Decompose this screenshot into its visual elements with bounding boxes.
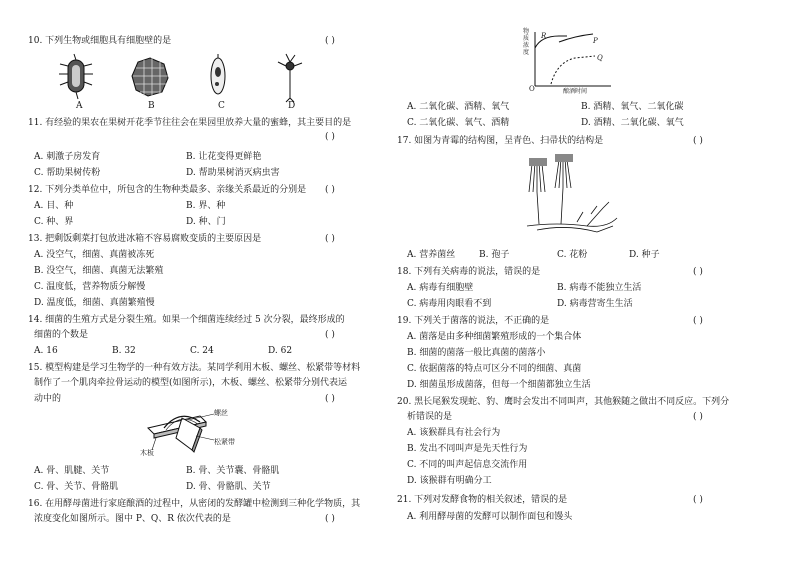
q11-option-d: D. 帮助果树消灭病虫害: [186, 168, 280, 178]
q13-option-d: D. 温度低，细菌、真菌繁殖慢: [34, 298, 155, 308]
neuron-figure: [278, 54, 302, 102]
q16-option-d: D. 酒精、二氧化碳、氧气: [581, 118, 684, 128]
q15-answer-paren: ( ): [325, 394, 335, 404]
q15-option-c: C. 骨、关节、骨骼肌: [34, 482, 119, 492]
q20-answer-paren: ( ): [693, 412, 703, 422]
q12-option-c: C. 种、界: [34, 217, 74, 227]
virus-figure: [132, 58, 168, 96]
q20-option-b: B. 发出不同叫声是先天性行为: [407, 444, 528, 454]
q19-option-b: B. 细菌的菌落一般比真菌的菌落小: [407, 348, 546, 358]
q11-answer-paren: ( ): [325, 132, 335, 142]
q13-stem: 13. 把剩饭剩菜打包放进冰箱不容易腐败变质的主要原因是: [28, 234, 262, 244]
q20-stem-line2: 析错误的是: [407, 412, 453, 422]
q21-option-a: A. 利用酵母菌的发酵可以制作面包和馒头: [407, 512, 573, 522]
q16-fig-series-r: R: [541, 32, 547, 40]
q14-option-a: A. 16: [34, 346, 58, 356]
q13-answer-paren: ( ): [325, 234, 335, 244]
q14-stem-line2: 细菌的个数是: [34, 330, 89, 340]
q14-option-b: B. 32: [112, 346, 136, 356]
q20-option-d: D. 该猴群有明确分工: [407, 476, 492, 486]
q13-option-a: A. 没空气，细菌、真菌被冻死: [34, 250, 155, 260]
q16-fig-series-p: P: [593, 37, 598, 45]
q20-option-a: A. 该猴群具有社会行为: [407, 428, 501, 438]
q15-muscle-model-figure: [140, 406, 250, 456]
q15-option-b: B. 骨、关节囊、骨骼肌: [186, 466, 280, 476]
q16-fig-origin: O: [529, 85, 535, 93]
q10-label-a: A: [76, 101, 83, 111]
q21-stem: 21. 下列对发酵食物的相关叙述，错误的是: [397, 495, 568, 505]
q17-option-a: A. 营养菌丝: [407, 250, 456, 260]
bacterium-figure: [59, 54, 93, 99]
q10-label-d: D: [288, 101, 296, 111]
q11-option-c: C. 帮助果树传粉: [34, 168, 101, 178]
q18-answer-paren: ( ): [693, 267, 703, 277]
q18-option-c: C. 病毒用肉眼看不到: [407, 299, 492, 309]
q14-option-c: C. 24: [190, 346, 214, 356]
q12-option-a: A. 目、种: [34, 201, 74, 211]
q16-fig-ylabel: 物质浓度: [523, 28, 530, 56]
q17-option-c: C. 花粉: [557, 250, 588, 260]
q15-label-screw: 螺丝: [214, 409, 228, 417]
q13-option-c: C. 温度低，营养物质分解慢: [34, 282, 146, 292]
q10-answer-paren: ( ): [325, 36, 335, 46]
q16-fig-xlabel: 酿酒时间: [563, 88, 588, 95]
q10-label-b: B: [148, 101, 155, 111]
q11-option-b: B. 让花变得更鲜艳: [186, 152, 262, 162]
q14-stem-line1: 14. 细菌的生殖方式是分裂生殖。如果一个细菌连续经过 5 次分裂，最终形成的: [28, 315, 345, 325]
q19-stem: 19. 下列关于菌落的说法，不正确的是: [397, 316, 550, 326]
q12-option-d: D. 种、门: [186, 217, 226, 227]
q15-option-d: D. 骨、骨骼肌、关节: [186, 482, 271, 492]
q19-option-c: C. 依据菌落的特点可区分不同的细菌、真菌: [407, 364, 582, 374]
q12-stem: 12. 下列分类单位中，所包含的生物种类最多、亲缘关系最近的分别是: [28, 185, 307, 195]
q15-stem-line2: 制作了一个肌肉牵拉骨运动的模型(如图所示)，木板、螺丝、松紧带分别代表运: [34, 378, 348, 388]
q14-option-d: D. 62: [268, 346, 293, 356]
q13-option-b: B. 没空气，细菌、真菌无法繁殖: [34, 266, 164, 276]
q15-stem-line1: 15. 模型构建是学习生物学的一种有效方法。某同学利用木板、螺丝、松紧带等材料: [28, 363, 361, 373]
q16-answer-paren: ( ): [325, 514, 335, 524]
q15-option-a: A. 骨、肌腱、关节: [34, 466, 110, 476]
q18-option-d: D. 病毒营寄生生活: [557, 299, 633, 309]
q16-stem-line2: 浓度变化如图所示。图中 P、Q、R 依次代表的是: [34, 514, 231, 524]
q17-penicillium-figure: [517, 152, 627, 244]
q11-option-a: A. 刺激子房发育: [34, 152, 101, 162]
q10-stem: 10. 下列生物或细胞具有细胞壁的是: [28, 36, 172, 46]
q17-option-b: B. 孢子: [479, 250, 510, 260]
q15-label-elastic: 松紧带: [214, 438, 235, 446]
q15-label-board: 木板: [140, 449, 154, 457]
q16-stem-line1: 16. 在用酵母菌进行家庭酿酒的过程中，从密闭的发酵罐中检测到三种化学物质，其: [28, 499, 361, 509]
q20-stem-line1: 20. 黑长尾猴发现蛇、豹、鹰时会发出不同叫声，其他猴随之做出不同反应。下列分: [397, 397, 730, 407]
q19-answer-paren: ( ): [693, 316, 703, 326]
q11-stem: 11. 有经验的果农在果树开花季节往往会在果园里放养大量的蜜蜂，其主要目的是: [28, 118, 352, 128]
q19-option-d: D. 细菌虽形成菌落，但每一个细菌都独立生活: [407, 380, 591, 390]
q17-answer-paren: ( ): [693, 136, 703, 146]
q16-option-b: B. 酒精、氧气、二氧化碳: [581, 102, 684, 112]
q16-option-c: C. 二氧化碳、氧气、酒精: [407, 118, 510, 128]
q18-option-b: B. 病毒不能独立生活: [557, 283, 642, 293]
q15-stem-line3: 动中的: [34, 394, 62, 404]
q17-option-d: D. 种子: [629, 250, 660, 260]
q14-answer-paren: ( ): [325, 330, 335, 340]
protozoan-figure: [211, 54, 225, 94]
q12-option-b: B. 界、种: [186, 201, 226, 211]
q16-option-a: A. 二氧化碳、酒精、氧气: [407, 102, 510, 112]
q10-label-c: C: [218, 101, 225, 111]
q20-option-c: C. 不同的叫声起信息交流作用: [407, 460, 528, 470]
q18-option-a: A. 病毒有细胞壁: [407, 283, 474, 293]
q18-stem: 18. 下列有关病毒的说法，错误的是: [397, 267, 541, 277]
q21-answer-paren: ( ): [693, 495, 703, 505]
q19-option-a: A. 菌落是由多种细菌繁殖形成的一个集合体: [407, 332, 582, 342]
q12-answer-paren: ( ): [325, 185, 335, 195]
q16-fig-series-q: Q: [597, 54, 603, 62]
q17-stem: 17. 如图为青霉的结构图，呈青色、扫帚状的结构是: [397, 136, 604, 146]
